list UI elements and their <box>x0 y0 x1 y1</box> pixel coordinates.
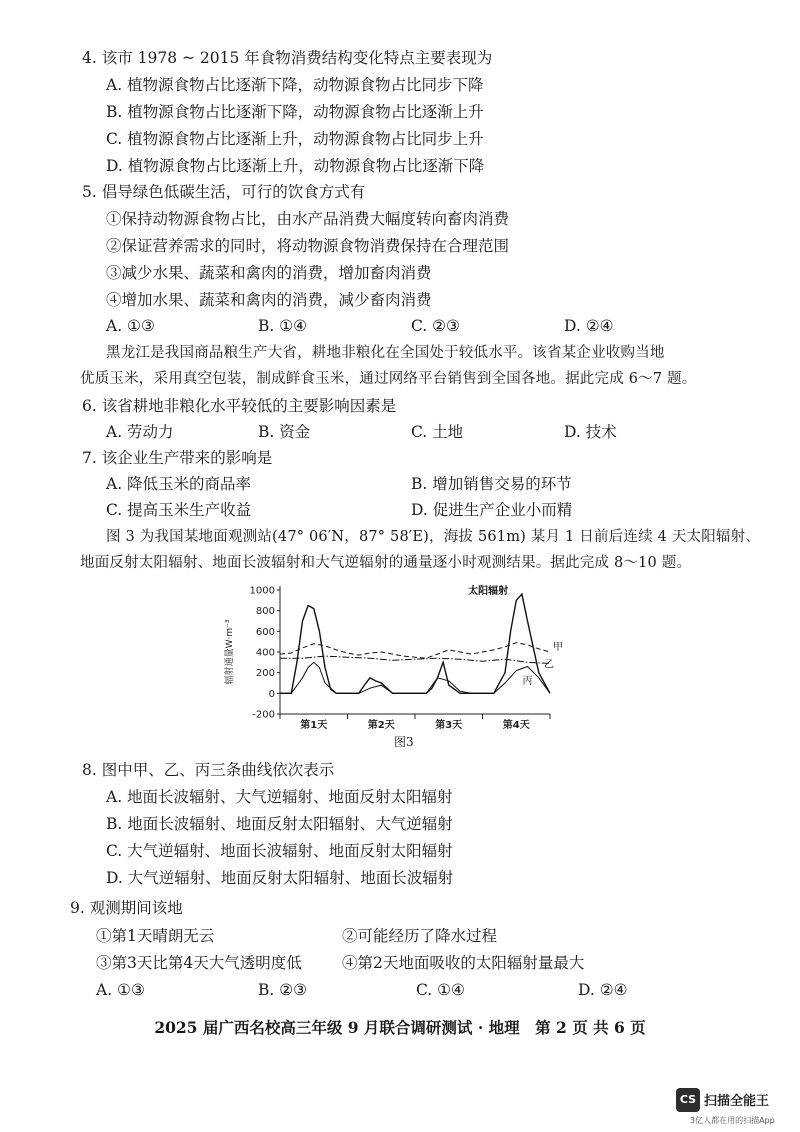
q5-option-b: B. ①④ <box>258 317 308 335</box>
page-footer: 2025 届广西名校高三年级 9 月联合调研测试 · 地理 第 2 页 共 6 页 <box>154 1018 646 1037</box>
figure-3-chart <box>220 578 580 750</box>
y-tick-label: 0 <box>268 688 275 700</box>
q4-option-b: B. 植物源食物占比逐渐下降，动物源食物占比逐渐上升 <box>106 103 484 121</box>
x-category-label: 第3天 <box>435 720 463 731</box>
series-label-yi: 乙 <box>544 659 554 671</box>
series-label-solar: 太阳辐射 <box>468 586 509 598</box>
y-tick-label: -200 <box>252 709 275 721</box>
q5-statement-1: ①保持动物源食物占比，由水产品消费大幅度转向畜肉消费 <box>106 210 510 228</box>
q9-option-a: A. ①③ <box>96 981 145 999</box>
q4-stem: 4. 该市 1978 ~ 2015 年食物消费结构变化特点主要表现为 <box>82 49 493 67</box>
q4-option-c: C. 植物源食物占比逐渐上升，动物源食物占比同步上升 <box>106 130 484 148</box>
q5-option-c: C. ②③ <box>411 317 460 335</box>
q8-option-a: A. 地面长波辐射、大气逆辐射、地面反射太阳辐射 <box>106 788 453 806</box>
x-category-label: 第2天 <box>367 720 395 731</box>
q7-option-b: B. 增加销售交易的环节 <box>411 475 572 493</box>
series-label-jia: 甲 <box>553 641 563 653</box>
q5-stem: 5. 倡导绿色低碳生活，可行的饮食方式有 <box>82 183 366 201</box>
y-axis-label: 辐射通量W·m⁻³ <box>225 619 235 685</box>
camscanner-logo <box>676 1088 796 1128</box>
q8-option-b: B. 地面长波辐射、地面反射太阳辐射、大气逆辐射 <box>106 815 453 833</box>
series-label-bing: 丙 <box>522 676 533 688</box>
q9-statement-1: ①第1天晴朗无云 <box>96 927 215 945</box>
q4-option-a: A. 植物源食物占比逐渐下降，动物源食物占比同步下降 <box>106 76 484 94</box>
passage-1-line-2: 优质玉米，采用真空包装，制成鲜食玉米，通过网络平台销售到全国各地。据此完成 6～7 题。 <box>80 371 697 387</box>
q5-statement-3: ③减少水果、蔬菜和禽肉的消费，增加畜肉消费 <box>106 264 432 282</box>
q5-statement-2: ②保证营养需求的同时，将动物源食物消费保持在合理范围 <box>106 237 510 255</box>
q7-option-a: A. 降低玉米的商品率 <box>106 475 252 493</box>
q7-option-d: D. 促进生产企业小而精 <box>411 501 573 519</box>
figure-3-caption: 图3 <box>394 735 414 749</box>
q9-statement-2: ②可能经历了降水过程 <box>342 927 498 945</box>
q9-option-b: B. ②③ <box>258 981 308 999</box>
camscanner-badge: CS <box>676 1088 700 1112</box>
q6-option-c: C. 土地 <box>411 423 464 441</box>
q5-statement-4: ④增加水果、蔬菜和禽肉的消费，减少畜肉消费 <box>106 291 432 309</box>
q9-statement-3: ③第3天比第4天大气透明度低 <box>96 954 302 972</box>
q9-option-c: C. ①④ <box>416 981 465 999</box>
q7-stem: 7. 该企业生产带来的影响是 <box>82 449 273 467</box>
q6-stem: 6. 该省耕地非粮化水平较低的主要影响因素是 <box>82 397 397 415</box>
passage-1-line-1: 黑龙江是我国商品粮生产大省，耕地非粮化在全国处于较低水平。该省某企业收购当地 <box>106 345 665 361</box>
q5-option-d: D. ②④ <box>564 317 614 335</box>
y-tick-label: 200 <box>255 668 275 680</box>
series-line <box>280 662 550 693</box>
x-category-label: 第1天 <box>300 720 328 731</box>
camscanner-tagline: 3亿人都在用的扫描App <box>690 1116 775 1125</box>
y-tick-label: 800 <box>255 606 275 618</box>
q8-option-d: D. 大气逆辐射、地面反射太阳辐射、地面长波辐射 <box>106 869 454 887</box>
q6-option-b: B. 资金 <box>258 423 311 441</box>
passage-2-line-2: 地面反射太阳辐射、地面长波辐射和大气逆辐射的通量逐小时观测结果。据此完成 8～10 题。 <box>80 555 692 571</box>
y-tick-label: 600 <box>255 626 275 638</box>
q7-option-c: C. 提高玉米生产收益 <box>106 501 252 519</box>
series-line <box>280 643 550 659</box>
q6-option-d: D. 技术 <box>564 423 617 441</box>
q4-option-d: D. 植物源食物占比逐渐上升，动物源食物占比逐渐下降 <box>106 157 485 175</box>
q8-option-c: C. 大气逆辐射、地面长波辐射、地面反射太阳辐射 <box>106 842 453 860</box>
q5-option-a: A. ①③ <box>106 317 155 335</box>
q9-statement-4: ④第2天地面吸收的太阳辐射量最大 <box>342 954 585 972</box>
q8-stem: 8. 图中甲、乙、丙三条曲线依次表示 <box>82 761 335 779</box>
q9-option-d: D. ②④ <box>578 981 628 999</box>
camscanner-name: 扫描全能王 <box>704 1094 770 1109</box>
y-tick-label: 400 <box>255 647 275 659</box>
passage-2-line-1: 图 3 为我国某地面观测站(47° 06′N，87° 58′E)，海拔 561m) 某月 1 日前后连续 4 天太阳辐射、 <box>106 529 761 545</box>
q9-stem: 9. 观测期间该地 <box>70 899 183 917</box>
x-category-label: 第4天 <box>502 720 530 731</box>
q6-option-a: A. 劳动力 <box>106 423 174 441</box>
y-tick-label: 1000 <box>249 585 275 597</box>
